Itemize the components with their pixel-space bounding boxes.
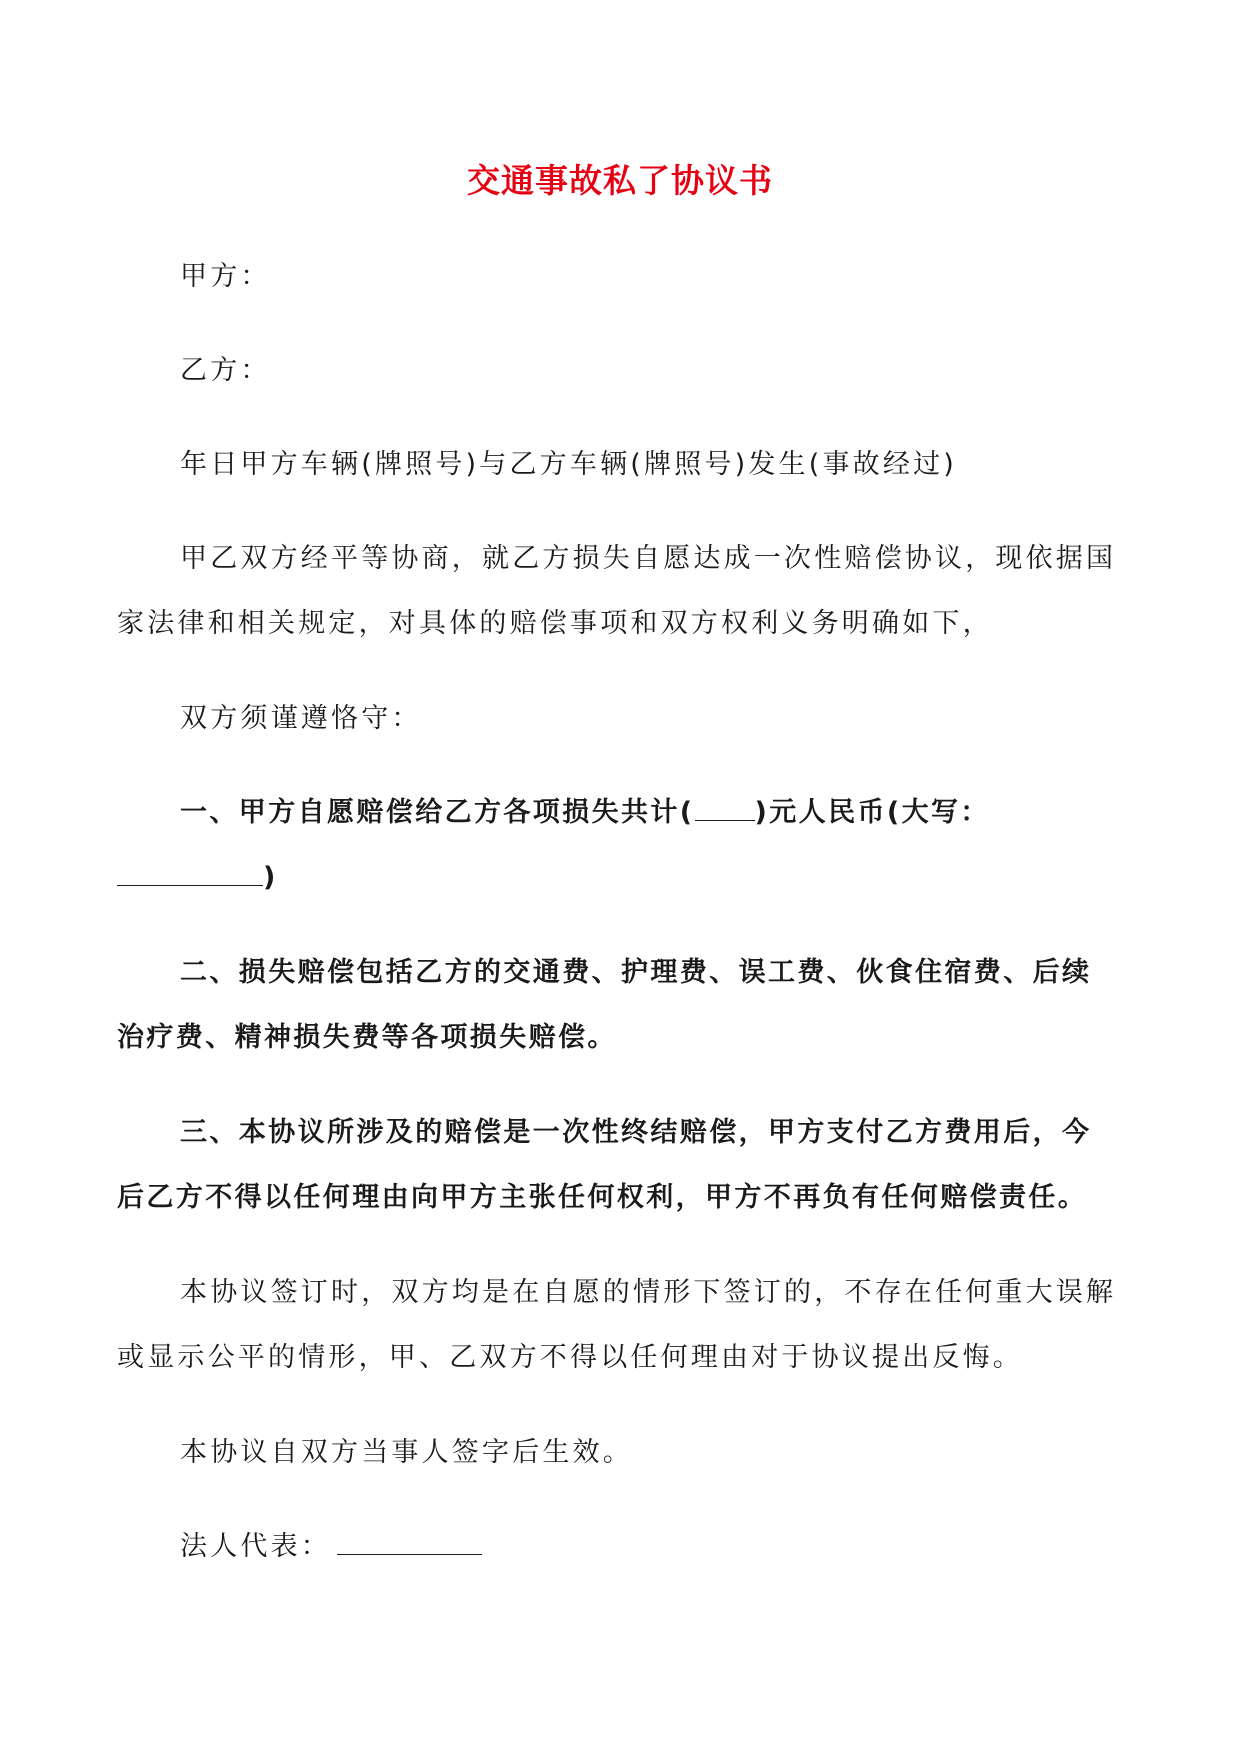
party-b-label: 乙方： [180, 355, 271, 386]
document-title: 交通事故私了协议书 [467, 161, 773, 200]
party-b-line [117, 338, 1117, 403]
party-a-line [117, 244, 1117, 309]
legal-rep-label: 法人代表： [180, 1531, 331, 1562]
party-a-label: 甲方： [180, 261, 271, 292]
incident-line: 年日甲方车辆(牌照号)与乙方车辆(牌照号)发生(事故经过) [180, 449, 958, 480]
voluntary-paragraph: 本协议签订时，双方均是在自愿的情形下签订的，不存在任何重大误解或显示公平的情形，甲、乙双方不得以任何理由对于协议提出反悔。 [117, 1277, 1117, 1373]
legal-rep-line [117, 1514, 1117, 1579]
effective-line: 本协议自双方当事人签字后生效。 [180, 1437, 633, 1468]
clause-1-text-c: ) [263, 862, 278, 893]
clause-3: 三、本协议所涉及的赔偿是一次性终结赔偿，甲方支付乙方费用后，今后乙方不得以任何理由向甲方主张任何权利，甲方不再负有任何赔偿责任。 [117, 1117, 1092, 1213]
clause-1-text-b: )元人民币(大写： [754, 797, 990, 828]
amount-capital-blank [117, 855, 247, 886]
clause-2: 二、损失赔偿包括乙方的交通费、护理费、误工费、伙食住宿费、后续治疗费、精神损失费等各项损失赔偿。 [117, 957, 1092, 1053]
clause-1 [117, 780, 1117, 910]
amount-capital-blank-end [247, 855, 263, 886]
intro-paragraph: 甲乙双方经平等协商，就乙方损失自愿达成一次性赔偿协议，现依据国家法律和相关规定，对具体的赔偿事项和双方权利义务明确如下， [117, 543, 1117, 639]
legal-rep-signature-blank [337, 1524, 482, 1555]
clause-1-text-a: 一、甲方自愿赔偿给乙方各项损失共计( [180, 797, 695, 828]
amount-blank [695, 790, 755, 821]
comply-line: 双方须谨遵恪守： [180, 703, 422, 734]
